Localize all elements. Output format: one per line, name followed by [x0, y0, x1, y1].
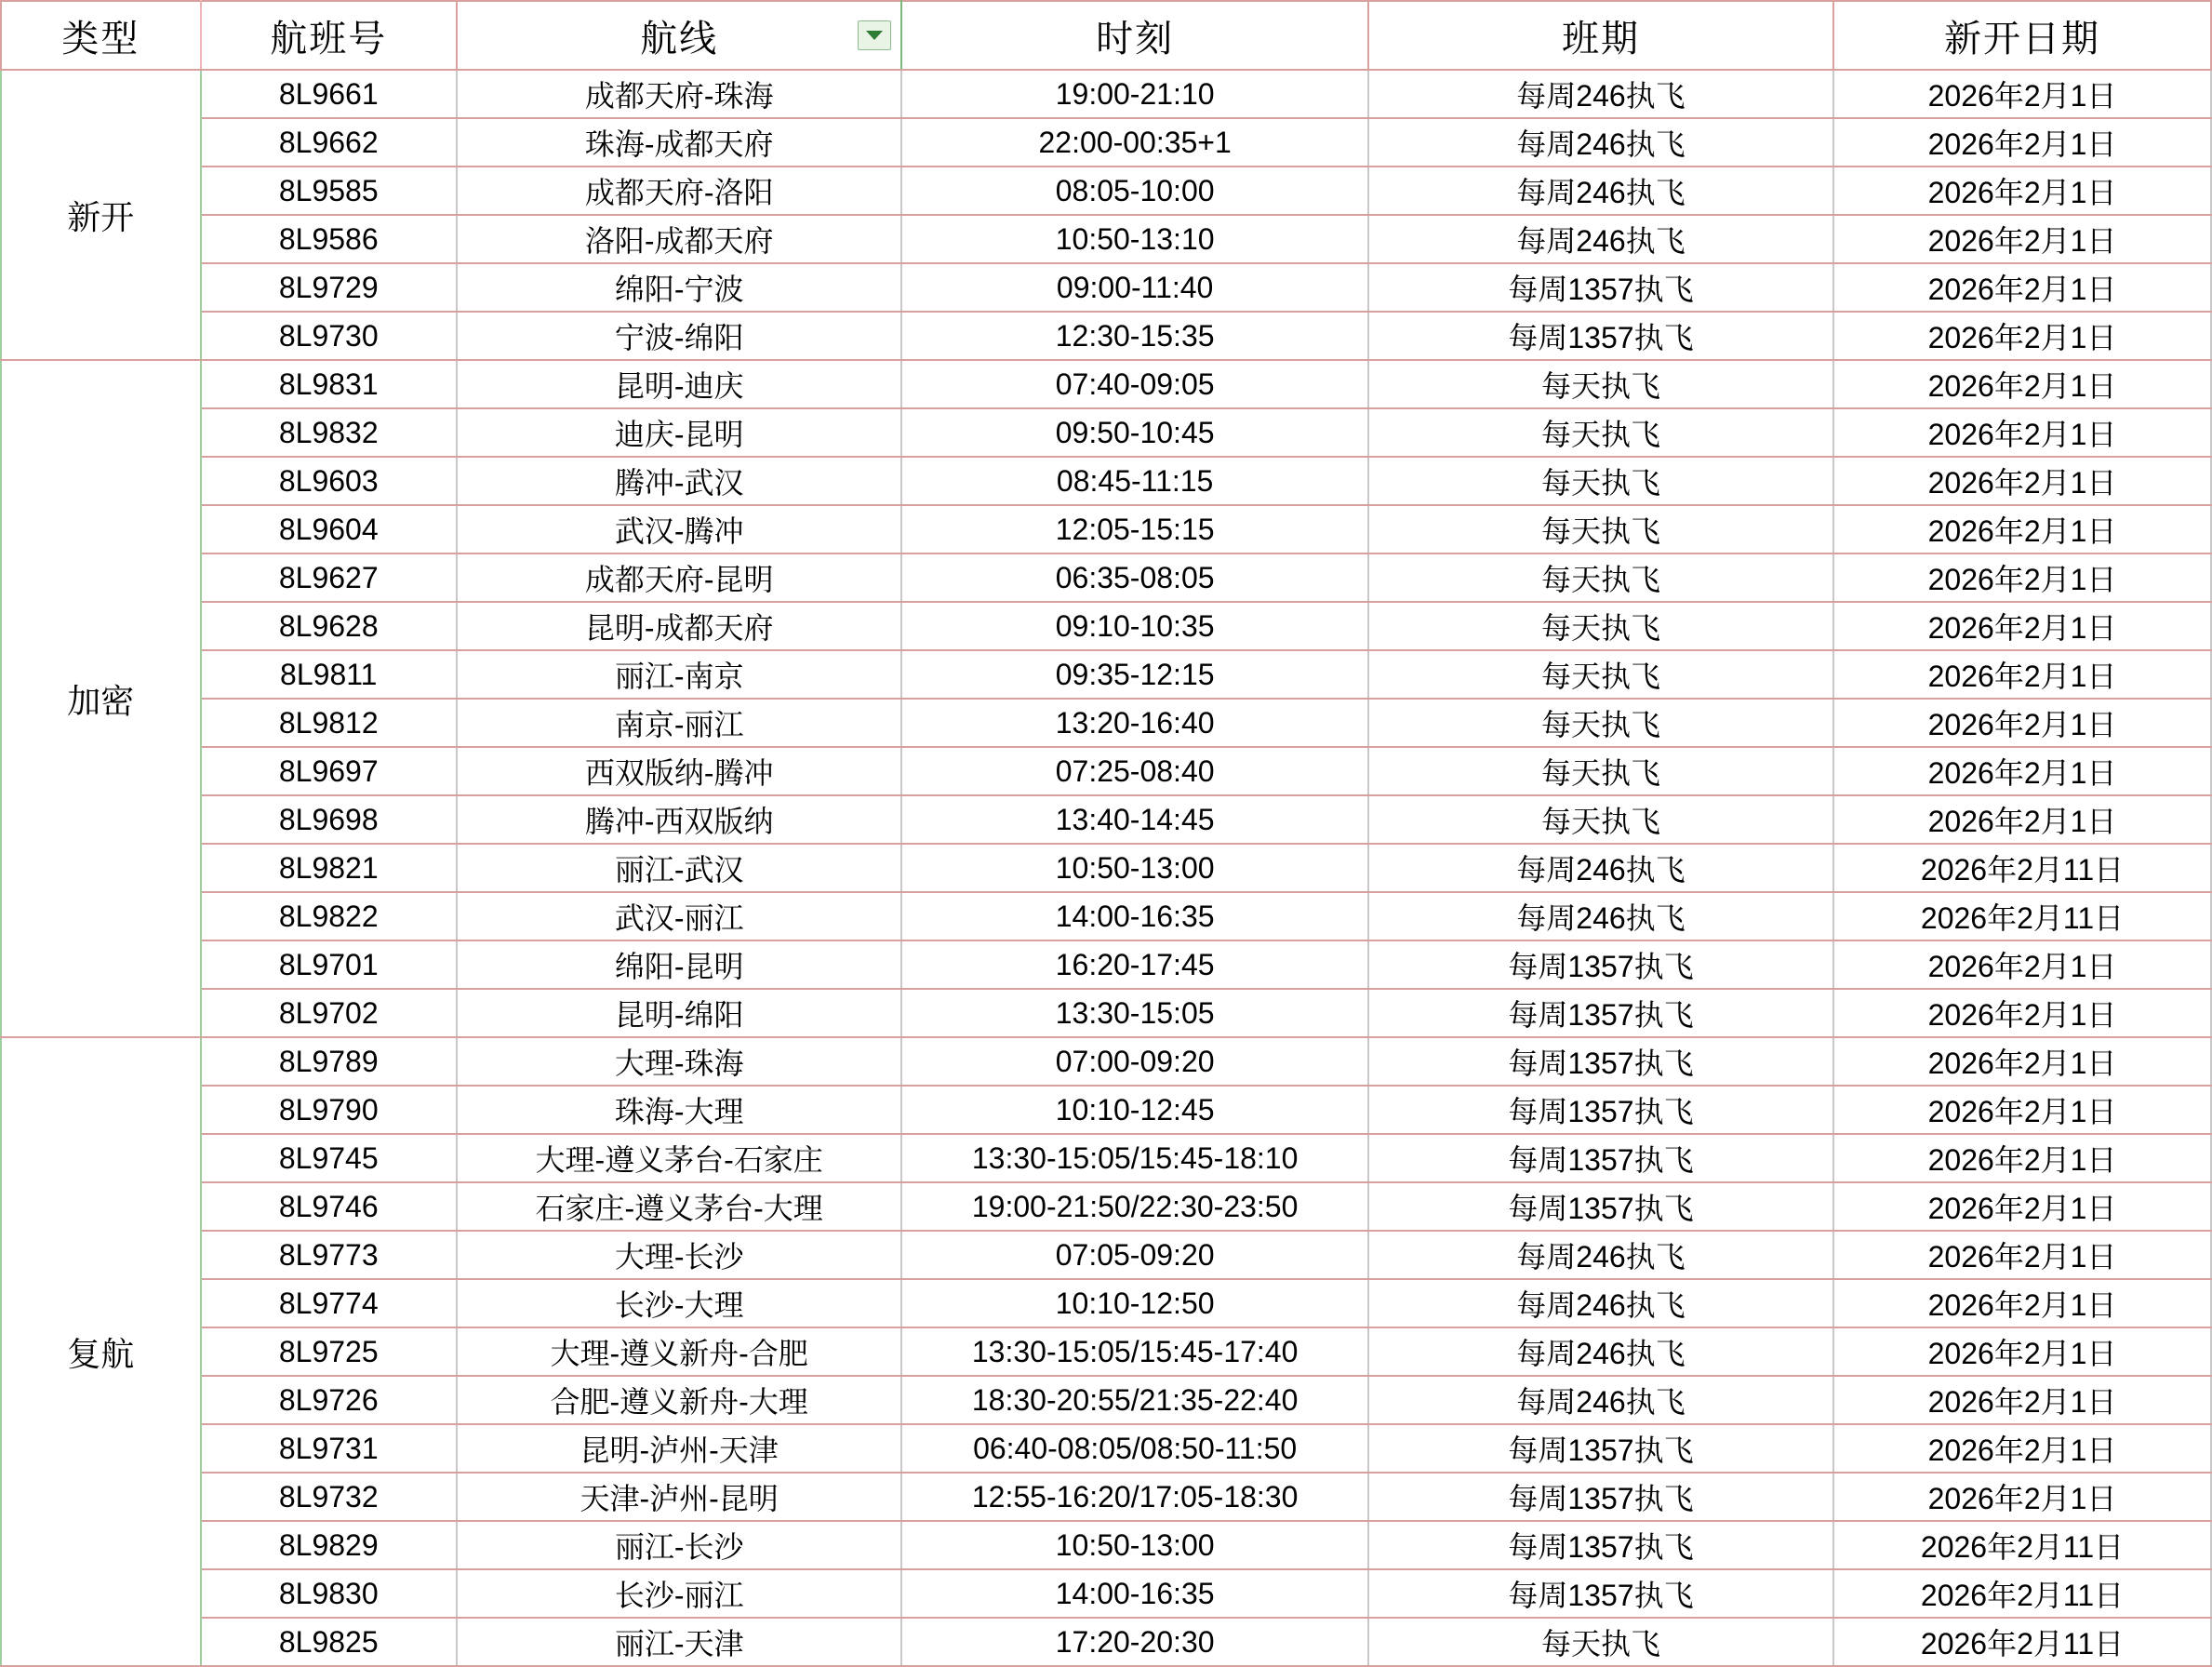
cell-route: 成都天府-昆明 [457, 553, 901, 602]
cell-route: 天津-泸州-昆明 [457, 1473, 901, 1521]
cell-time: 08:45-11:15 [901, 457, 1368, 505]
cell-flight: 8L9725 [201, 1327, 457, 1376]
cell-route: 昆明-成都天府 [457, 602, 901, 650]
cell-flight: 8L9825 [201, 1618, 457, 1666]
cell-type: 复航 [1, 1037, 201, 1666]
chevron-down-icon[interactable] [858, 20, 891, 50]
cell-route: 南京-丽江 [457, 699, 901, 747]
cell-time: 22:00-00:35+1 [901, 118, 1368, 167]
cell-flight: 8L9586 [201, 215, 457, 263]
cell-flight: 8L9829 [201, 1521, 457, 1569]
cell-date: 2026年2月1日 [1833, 1376, 2211, 1424]
table-row [1, 747, 2211, 795]
cell-route: 昆明-绵阳 [457, 989, 901, 1037]
cell-route: 武汉-丽江 [457, 892, 901, 940]
cell-route: 丽江-武汉 [457, 844, 901, 892]
cell-date: 2026年2月1日 [1833, 747, 2211, 795]
cell-route: 绵阳-昆明 [457, 940, 901, 989]
cell-time: 10:10-12:45 [901, 1086, 1368, 1134]
cell-route: 大理-长沙 [457, 1231, 901, 1279]
cell-flight: 8L9730 [201, 312, 457, 360]
table-row [1, 1521, 2211, 1569]
cell-date: 2026年2月1日 [1833, 118, 2211, 167]
cell-date: 2026年2月1日 [1833, 215, 2211, 263]
column-header-start-date [1833, 1, 2211, 70]
cell-period: 每周1357执飞 [1368, 1182, 1833, 1231]
table-row [1, 989, 2211, 1037]
cell-period: 每天执飞 [1368, 795, 1833, 844]
cell-flight: 8L9773 [201, 1231, 457, 1279]
column-header-route [457, 1, 901, 70]
table-row [1, 263, 2211, 312]
cell-time: 09:35-12:15 [901, 650, 1368, 699]
cell-period: 每周1357执飞 [1368, 1569, 1833, 1618]
cell-time: 08:05-10:00 [901, 167, 1368, 215]
cell-date: 2026年2月1日 [1833, 1086, 2211, 1134]
cell-route: 绵阳-宁波 [457, 263, 901, 312]
cell-flight: 8L9662 [201, 118, 457, 167]
cell-time: 09:50-10:45 [901, 408, 1368, 457]
cell-period: 每天执飞 [1368, 408, 1833, 457]
cell-time: 10:50-13:10 [901, 215, 1368, 263]
cell-date: 2026年2月1日 [1833, 989, 2211, 1037]
cell-date: 2026年2月1日 [1833, 505, 2211, 553]
cell-period: 每周246执飞 [1368, 1279, 1833, 1327]
caret-shape [866, 31, 883, 40]
cell-date: 2026年2月11日 [1833, 892, 2211, 940]
table-row [1, 650, 2211, 699]
cell-date: 2026年2月1日 [1833, 167, 2211, 215]
cell-date: 2026年2月1日 [1833, 312, 2211, 360]
cell-flight: 8L9821 [201, 844, 457, 892]
cell-route: 丽江-长沙 [457, 1521, 901, 1569]
table-row [1, 844, 2211, 892]
cell-time: 07:05-09:20 [901, 1231, 1368, 1279]
cell-route: 珠海-大理 [457, 1086, 901, 1134]
cell-flight: 8L9774 [201, 1279, 457, 1327]
column-header-period-label: 班期 [1561, 18, 1640, 60]
cell-route: 珠海-成都天府 [457, 118, 901, 167]
cell-period: 每周246执飞 [1368, 70, 1833, 118]
cell-period: 每周246执飞 [1368, 1327, 1833, 1376]
cell-period: 每周1357执飞 [1368, 989, 1833, 1037]
cell-flight: 8L9831 [201, 360, 457, 408]
cell-period: 每周1357执飞 [1368, 1424, 1833, 1473]
cell-route: 长沙-丽江 [457, 1569, 901, 1618]
cell-time: 13:30-15:05 [901, 989, 1368, 1037]
cell-period: 每天执飞 [1368, 650, 1833, 699]
cell-time: 07:00-09:20 [901, 1037, 1368, 1086]
cell-route: 大理-珠海 [457, 1037, 901, 1086]
cell-time: 10:50-13:00 [901, 1521, 1368, 1569]
cell-route: 大理-遵义茅台-石家庄 [457, 1134, 901, 1182]
cell-time: 13:40-14:45 [901, 795, 1368, 844]
cell-date: 2026年2月1日 [1833, 940, 2211, 989]
cell-date: 2026年2月1日 [1833, 1279, 2211, 1327]
cell-period: 每周1357执飞 [1368, 1134, 1833, 1182]
cell-flight: 8L9702 [201, 989, 457, 1037]
cell-date: 2026年2月1日 [1833, 457, 2211, 505]
cell-time: 10:10-12:50 [901, 1279, 1368, 1327]
table-row [1, 553, 2211, 602]
cell-time: 16:20-17:45 [901, 940, 1368, 989]
table-row [1, 1569, 2211, 1618]
cell-flight: 8L9830 [201, 1569, 457, 1618]
cell-flight: 8L9811 [201, 650, 457, 699]
cell-period: 每天执飞 [1368, 1618, 1833, 1666]
cell-date: 2026年2月1日 [1833, 699, 2211, 747]
cell-date: 2026年2月11日 [1833, 844, 2211, 892]
table-row [1, 1231, 2211, 1279]
table-row [1, 1424, 2211, 1473]
cell-route: 西双版纳-腾冲 [457, 747, 901, 795]
cell-date: 2026年2月1日 [1833, 1424, 2211, 1473]
cell-time: 13:30-15:05/15:45-17:40 [901, 1327, 1368, 1376]
table-row [1, 1327, 2211, 1376]
cell-date: 2026年2月1日 [1833, 408, 2211, 457]
cell-flight: 8L9628 [201, 602, 457, 650]
cell-period: 每周1357执飞 [1368, 1473, 1833, 1521]
cell-period: 每周1357执飞 [1368, 1521, 1833, 1569]
cell-route: 腾冲-西双版纳 [457, 795, 901, 844]
cell-period: 每天执飞 [1368, 602, 1833, 650]
cell-flight: 8L9745 [201, 1134, 457, 1182]
cell-time: 07:40-09:05 [901, 360, 1368, 408]
table-row [1, 457, 2211, 505]
cell-date: 2026年2月1日 [1833, 360, 2211, 408]
cell-flight: 8L9701 [201, 940, 457, 989]
cell-flight: 8L9731 [201, 1424, 457, 1473]
cell-time: 13:30-15:05/15:45-18:10 [901, 1134, 1368, 1182]
table-row [1, 1618, 2211, 1666]
cell-route: 大理-遵义新舟-合肥 [457, 1327, 901, 1376]
cell-route: 成都天府-珠海 [457, 70, 901, 118]
cell-time: 09:10-10:35 [901, 602, 1368, 650]
cell-period: 每周246执飞 [1368, 892, 1833, 940]
cell-route: 迪庆-昆明 [457, 408, 901, 457]
cell-flight: 8L9789 [201, 1037, 457, 1086]
cell-period: 每周1357执飞 [1368, 1037, 1833, 1086]
column-header-flight-number-label: 航班号 [270, 18, 388, 60]
cell-time: 06:35-08:05 [901, 553, 1368, 602]
cell-flight: 8L9698 [201, 795, 457, 844]
cell-route: 长沙-大理 [457, 1279, 901, 1327]
table-row [1, 1473, 2211, 1521]
cell-route: 武汉-腾冲 [457, 505, 901, 553]
cell-flight: 8L9832 [201, 408, 457, 457]
cell-route: 洛阳-成都天府 [457, 215, 901, 263]
cell-date: 2026年2月1日 [1833, 602, 2211, 650]
cell-route: 合肥-遵义新舟-大理 [457, 1376, 901, 1424]
cell-date: 2026年2月1日 [1833, 263, 2211, 312]
cell-period: 每天执飞 [1368, 747, 1833, 795]
column-header-time [901, 1, 1368, 70]
table-row [1, 360, 2211, 408]
cell-flight: 8L9822 [201, 892, 457, 940]
cell-time: 14:00-16:35 [901, 1569, 1368, 1618]
cell-flight: 8L9697 [201, 747, 457, 795]
table-row [1, 215, 2211, 263]
cell-route: 宁波-绵阳 [457, 312, 901, 360]
cell-route: 昆明-泸州-天津 [457, 1424, 901, 1473]
table-row [1, 408, 2211, 457]
table-row [1, 312, 2211, 360]
cell-flight: 8L9732 [201, 1473, 457, 1521]
cell-period: 每周246执飞 [1368, 215, 1833, 263]
cell-period: 每周1357执飞 [1368, 312, 1833, 360]
cell-flight: 8L9585 [201, 167, 457, 215]
cell-time: 19:00-21:50/22:30-23:50 [901, 1182, 1368, 1231]
cell-period: 每周1357执飞 [1368, 263, 1833, 312]
cell-period: 每天执飞 [1368, 360, 1833, 408]
cell-date: 2026年2月11日 [1833, 1521, 2211, 1569]
cell-route: 昆明-迪庆 [457, 360, 901, 408]
table-row [1, 118, 2211, 167]
table-row [1, 1037, 2211, 1086]
column-header-period [1368, 1, 1833, 70]
table-row [1, 1376, 2211, 1424]
table-row [1, 167, 2211, 215]
cell-period: 每周1357执飞 [1368, 1086, 1833, 1134]
table-row [1, 1134, 2211, 1182]
cell-time: 10:50-13:00 [901, 844, 1368, 892]
cell-time: 13:20-16:40 [901, 699, 1368, 747]
cell-period: 每天执飞 [1368, 505, 1833, 553]
table-row [1, 795, 2211, 844]
table-header [1, 1, 2211, 70]
cell-period: 每周246执飞 [1368, 118, 1833, 167]
column-header-route-label: 航线 [640, 18, 719, 60]
cell-date: 2026年2月1日 [1833, 1182, 2211, 1231]
cell-time: 06:40-08:05/08:50-11:50 [901, 1424, 1368, 1473]
cell-date: 2026年2月11日 [1833, 1569, 2211, 1618]
cell-route: 丽江-天津 [457, 1618, 901, 1666]
table-row [1, 505, 2211, 553]
cell-date: 2026年2月1日 [1833, 650, 2211, 699]
cell-flight: 8L9790 [201, 1086, 457, 1134]
cell-flight: 8L9726 [201, 1376, 457, 1424]
cell-route: 腾冲-武汉 [457, 457, 901, 505]
cell-route: 成都天府-洛阳 [457, 167, 901, 215]
header-row [1, 1, 2211, 70]
cell-flight: 8L9627 [201, 553, 457, 602]
cell-route: 丽江-南京 [457, 650, 901, 699]
column-header-time-label: 时刻 [1096, 18, 1175, 60]
table-row [1, 940, 2211, 989]
cell-flight: 8L9729 [201, 263, 457, 312]
cell-date: 2026年2月1日 [1833, 1473, 2211, 1521]
cell-period: 每周246执飞 [1368, 1376, 1833, 1424]
cell-time: 12:05-15:15 [901, 505, 1368, 553]
table-row [1, 70, 2211, 118]
table-row [1, 892, 2211, 940]
cell-flight: 8L9661 [201, 70, 457, 118]
cell-time: 14:00-16:35 [901, 892, 1368, 940]
cell-date: 2026年2月1日 [1833, 1231, 2211, 1279]
cell-period: 每天执飞 [1368, 457, 1833, 505]
table-row [1, 1086, 2211, 1134]
cell-route: 石家庄-遵义茅台-大理 [457, 1182, 901, 1231]
cell-date: 2026年2月1日 [1833, 1134, 2211, 1182]
table-row [1, 1279, 2211, 1327]
cell-date: 2026年2月1日 [1833, 553, 2211, 602]
cell-period: 每周246执飞 [1368, 167, 1833, 215]
cell-type: 加密 [1, 360, 201, 1037]
cell-time: 09:00-11:40 [901, 263, 1368, 312]
cell-flight: 8L9812 [201, 699, 457, 747]
cell-flight: 8L9603 [201, 457, 457, 505]
cell-period: 每天执飞 [1368, 553, 1833, 602]
cell-time: 12:55-16:20/17:05-18:30 [901, 1473, 1368, 1521]
cell-date: 2026年2月1日 [1833, 70, 2211, 118]
cell-flight: 8L9604 [201, 505, 457, 553]
table-body [1, 70, 2211, 1666]
cell-period: 每周246执飞 [1368, 1231, 1833, 1279]
cell-period: 每周1357执飞 [1368, 940, 1833, 989]
cell-date: 2026年2月11日 [1833, 1618, 2211, 1666]
cell-date: 2026年2月1日 [1833, 1327, 2211, 1376]
cell-flight: 8L9746 [201, 1182, 457, 1231]
cell-time: 12:30-15:35 [901, 312, 1368, 360]
cell-type: 新开 [1, 70, 201, 360]
cell-time: 19:00-21:10 [901, 70, 1368, 118]
column-header-flight-number [201, 1, 457, 70]
table-row [1, 602, 2211, 650]
cell-time: 17:20-20:30 [901, 1618, 1368, 1666]
table-row [1, 1182, 2211, 1231]
cell-period: 每周246执飞 [1368, 844, 1833, 892]
column-header-type [1, 1, 201, 70]
table-row [1, 699, 2211, 747]
column-header-start-date-label: 新开日期 [1944, 18, 2101, 60]
column-header-type-label: 类型 [61, 18, 140, 60]
cell-time: 07:25-08:40 [901, 747, 1368, 795]
cell-period: 每天执飞 [1368, 699, 1833, 747]
cell-date: 2026年2月1日 [1833, 795, 2211, 844]
cell-date: 2026年2月1日 [1833, 1037, 2211, 1086]
cell-time: 18:30-20:55/21:35-22:40 [901, 1376, 1368, 1424]
